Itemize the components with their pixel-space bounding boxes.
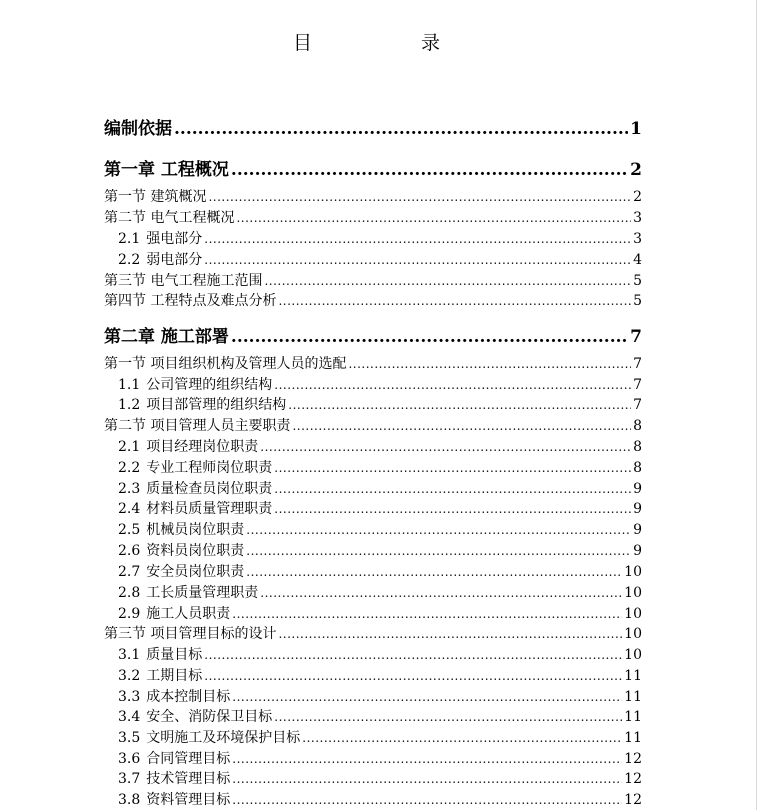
- toc-entry[interactable]: [118, 457, 642, 477]
- toc-entry[interactable]: [118, 394, 642, 414]
- toc-entry-label: [118, 561, 244, 581]
- toc-page-number: 10: [624, 647, 642, 663]
- toc-leader-dots: [348, 356, 631, 372]
- toc-entry-text: 质量目标: [146, 647, 203, 663]
- toc-entry[interactable]: [104, 623, 642, 643]
- toc-page-number: 12: [624, 771, 642, 787]
- toc-entry-text: 文明施工及环境保护目标: [146, 730, 301, 746]
- toc-entry-number: 3.4: [118, 709, 141, 725]
- toc-entry-number: 2.2: [118, 252, 141, 268]
- toc-entry[interactable]: [104, 155, 642, 179]
- toc-leader-dots: [292, 418, 631, 434]
- toc-entry[interactable]: [118, 519, 642, 539]
- toc-entry[interactable]: [104, 270, 642, 290]
- toc-entry-text: 公司管理的组织结构: [146, 377, 273, 393]
- toc-page-number: 8: [633, 460, 642, 476]
- toc-page-number: 9: [633, 522, 642, 538]
- toc-entry[interactable]: [118, 582, 642, 602]
- toc-entry[interactable]: [118, 540, 642, 560]
- toc-entry-number: 2.5: [118, 522, 141, 538]
- toc-entry[interactable]: [118, 789, 642, 809]
- toc-entry[interactable]: [118, 727, 642, 747]
- toc-page-number: 3: [633, 210, 642, 226]
- toc-page-number: 11: [624, 668, 642, 684]
- toc-page-number: 11: [624, 730, 642, 746]
- toc-leader-dots: [231, 327, 628, 347]
- toc-entry-label: [118, 436, 258, 456]
- toc-entry-label: [118, 665, 202, 685]
- toc-entry[interactable]: [104, 415, 642, 435]
- toc-leader-dots: [260, 585, 622, 601]
- toc-page-number: 8: [633, 418, 642, 434]
- toc-entry-label: [118, 582, 258, 602]
- toc-entry-text: 工期目标: [146, 668, 203, 684]
- toc-page-number: 7: [633, 397, 642, 413]
- toc-entry-number: 1.2: [118, 397, 141, 413]
- toc-page-number: 11: [624, 709, 642, 725]
- toc-leader-dots: [232, 606, 622, 622]
- toc-entry-label: [118, 457, 272, 477]
- toc-entry-text: 材料员质量管理职责: [146, 501, 273, 517]
- toc-entry-label: [118, 768, 230, 788]
- toc-page-number: 7: [633, 356, 642, 372]
- toc-leader-dots: [288, 397, 631, 413]
- toc-leader-dots: [246, 522, 631, 538]
- toc-entry-label: [118, 789, 230, 809]
- toc-page-number: 7: [633, 377, 642, 393]
- toc-entry[interactable]: [118, 603, 642, 623]
- toc-entry-label: [104, 155, 229, 180]
- toc-page-number: 3: [633, 231, 642, 247]
- toc-page-number: 9: [633, 543, 642, 559]
- toc-page-number: 2: [630, 160, 642, 180]
- toc-entry-text: 工长质量管理职责: [146, 585, 259, 601]
- toc-page-number: 10: [624, 606, 642, 622]
- toc-leader-dots: [302, 730, 622, 746]
- toc-leader-dots: [208, 189, 631, 205]
- toc-entry-text: 第二章 施工部署: [104, 327, 229, 347]
- toc-leader-dots: [204, 647, 622, 663]
- toc-leader-dots: [274, 460, 631, 476]
- toc-entry-text: 资料管理目标: [146, 792, 231, 808]
- toc-entry[interactable]: [104, 290, 642, 310]
- toc-entry-label: [118, 727, 300, 747]
- toc-entry[interactable]: [104, 207, 642, 227]
- toc-entry-text: 第三节 项目管理目标的设计: [104, 626, 277, 642]
- toc-entry-number: 2.6: [118, 543, 141, 559]
- toc-entry-number: 2.4: [118, 501, 141, 517]
- toc-entry[interactable]: [118, 748, 642, 768]
- toc-entry-text: 项目部管理的组织结构: [146, 397, 287, 413]
- toc-entry-text: 第二节 电气工程概况: [104, 210, 235, 226]
- toc-entry-label: [118, 748, 230, 768]
- toc-leader-dots: [232, 751, 622, 767]
- toc-entry-text: 第二节 项目管理人员主要职责: [104, 418, 291, 434]
- toc-entry-text: 专业工程师岗位职责: [146, 460, 273, 476]
- toc-entry-text: 技术管理目标: [146, 771, 231, 787]
- toc-leader-dots: [278, 626, 622, 642]
- toc-entry[interactable]: [104, 186, 642, 206]
- toc-entry-number: 3.1: [118, 647, 141, 663]
- toc-entry-number: 3.5: [118, 730, 141, 746]
- toc-leader-dots: [274, 481, 631, 497]
- toc-leader-dots: [274, 501, 631, 517]
- toc-entry[interactable]: [118, 768, 642, 788]
- toc-page-number: 12: [624, 751, 642, 767]
- toc-entry[interactable]: [118, 374, 642, 394]
- toc-entry-text: 第一章 工程概况: [104, 160, 229, 180]
- toc-page-number: 12: [624, 792, 642, 808]
- toc-leader-dots: [274, 377, 631, 393]
- toc-entry-label: [118, 394, 286, 414]
- toc-page-number: 10: [624, 564, 642, 580]
- toc-entry-label: [118, 686, 230, 706]
- toc-entry-number: 2.7: [118, 564, 141, 580]
- toc-entry[interactable]: [118, 436, 642, 456]
- toc-title-right: 录: [421, 32, 442, 54]
- toc-entry-number: 3.6: [118, 751, 141, 767]
- toc-leader-dots: [204, 252, 631, 268]
- toc-entry-text: 合同管理目标: [146, 751, 231, 767]
- toc-entry-label: [118, 540, 244, 560]
- toc-entry[interactable]: [104, 353, 642, 373]
- toc-entry[interactable]: [104, 114, 642, 138]
- toc-page-number: 9: [633, 481, 642, 497]
- toc-leader-dots: [236, 210, 631, 226]
- toc-page-number: 4: [633, 252, 642, 268]
- toc-entry-number: 3.3: [118, 689, 141, 705]
- toc-leader-dots: [264, 273, 631, 289]
- toc-page-number: 9: [633, 501, 642, 517]
- toc-entry-text: 安全员岗位职责: [146, 564, 245, 580]
- toc-entry-text: 资料员岗位职责: [146, 543, 245, 559]
- toc-entry-number: 2.1: [118, 439, 141, 455]
- toc-leader-dots: [246, 543, 631, 559]
- toc-entry-text: 第一节 项目组织机构及管理人员的选配: [104, 356, 347, 372]
- toc-entry-text: 强电部分: [146, 231, 203, 247]
- toc-entry-label: [118, 644, 202, 664]
- toc-title: [0, 28, 766, 58]
- toc-entry-text: 第三节 电气工程施工范围: [104, 273, 263, 289]
- toc-leader-dots: [231, 160, 628, 180]
- toc-entry-number: 2.2: [118, 460, 141, 476]
- toc-entry[interactable]: [118, 644, 642, 664]
- toc-leader-dots: [232, 792, 622, 808]
- toc-page-number: 8: [633, 439, 642, 455]
- toc-entry-number: 2.3: [118, 481, 141, 497]
- toc-page-number: 5: [633, 273, 642, 289]
- toc-page-number: 10: [624, 626, 642, 642]
- toc-entry-number: 2.1: [118, 231, 141, 247]
- toc-entry-label: [118, 706, 272, 726]
- toc-entry-label: [104, 322, 229, 347]
- toc-entry-text: 项目经理岗位职责: [146, 439, 259, 455]
- toc-entry-number: 3.8: [118, 792, 141, 808]
- toc-page-number: 10: [624, 585, 642, 601]
- toc-entry[interactable]: [118, 665, 642, 685]
- toc-page-number: 11: [624, 689, 642, 705]
- toc-page-number: 1: [630, 119, 642, 139]
- toc-entry-label: [118, 478, 272, 498]
- toc-entry-label: [118, 228, 202, 248]
- toc-entry-label: [104, 186, 206, 206]
- toc-entry-label: [104, 207, 234, 227]
- toc-entry-number: 3.2: [118, 668, 141, 684]
- toc-entry-label: [118, 249, 202, 269]
- toc-leader-dots: [278, 293, 631, 309]
- toc-entry[interactable]: [118, 561, 642, 581]
- toc-entry-text: 第一节 建筑概况: [104, 189, 207, 205]
- toc-entry-number: 1.1: [118, 377, 141, 393]
- toc-entry[interactable]: [118, 228, 642, 248]
- toc-entry-label: [104, 114, 172, 139]
- toc-entry-text: 质量检查员岗位职责: [146, 481, 273, 497]
- toc-entry-number: 2.8: [118, 585, 141, 601]
- toc-entry-label: [118, 603, 230, 623]
- toc-page-number: 7: [630, 327, 642, 347]
- toc-entry-text: 施工人员职责: [146, 606, 231, 622]
- toc-entry-number: 2.9: [118, 606, 141, 622]
- toc-entry-label: [118, 498, 272, 518]
- toc-leader-dots: [174, 119, 628, 139]
- toc-entry-label: [104, 623, 276, 643]
- toc-entry[interactable]: [104, 322, 642, 346]
- toc-leader-dots: [274, 709, 622, 725]
- toc-entry-text: 成本控制目标: [146, 689, 231, 705]
- toc-page-number: 2: [633, 189, 642, 205]
- toc-leader-dots: [246, 564, 622, 580]
- toc-leader-dots: [204, 231, 631, 247]
- toc-leader-dots: [260, 439, 631, 455]
- toc-entry-label: [104, 290, 276, 310]
- toc-entry-label: [118, 374, 272, 394]
- toc-entry-label: [104, 415, 290, 435]
- toc-leader-dots: [232, 771, 622, 787]
- toc-entry-label: [104, 353, 346, 373]
- toc-entry-text: 机械员岗位职责: [146, 522, 245, 538]
- toc-entry-label: [104, 270, 262, 290]
- toc-entry-text: 安全、消防保卫目标: [146, 709, 273, 725]
- toc-entry[interactable]: [118, 686, 642, 706]
- toc-entry[interactable]: [118, 498, 642, 518]
- toc-entry[interactable]: [118, 706, 642, 726]
- toc-page-number: 5: [633, 293, 642, 309]
- toc-entry-number: 3.7: [118, 771, 141, 787]
- toc-entry-label: [118, 519, 244, 539]
- toc-entry-text: 弱电部分: [146, 252, 203, 268]
- toc-entry[interactable]: [118, 249, 642, 269]
- toc-leader-dots: [204, 668, 622, 684]
- toc-entry[interactable]: [118, 478, 642, 498]
- toc-title-left: 目: [293, 32, 314, 54]
- toc-entry-text: 编制依据: [104, 119, 172, 139]
- toc-leader-dots: [232, 689, 622, 705]
- toc-entry-text: 第四节 工程特点及难点分析: [104, 293, 277, 309]
